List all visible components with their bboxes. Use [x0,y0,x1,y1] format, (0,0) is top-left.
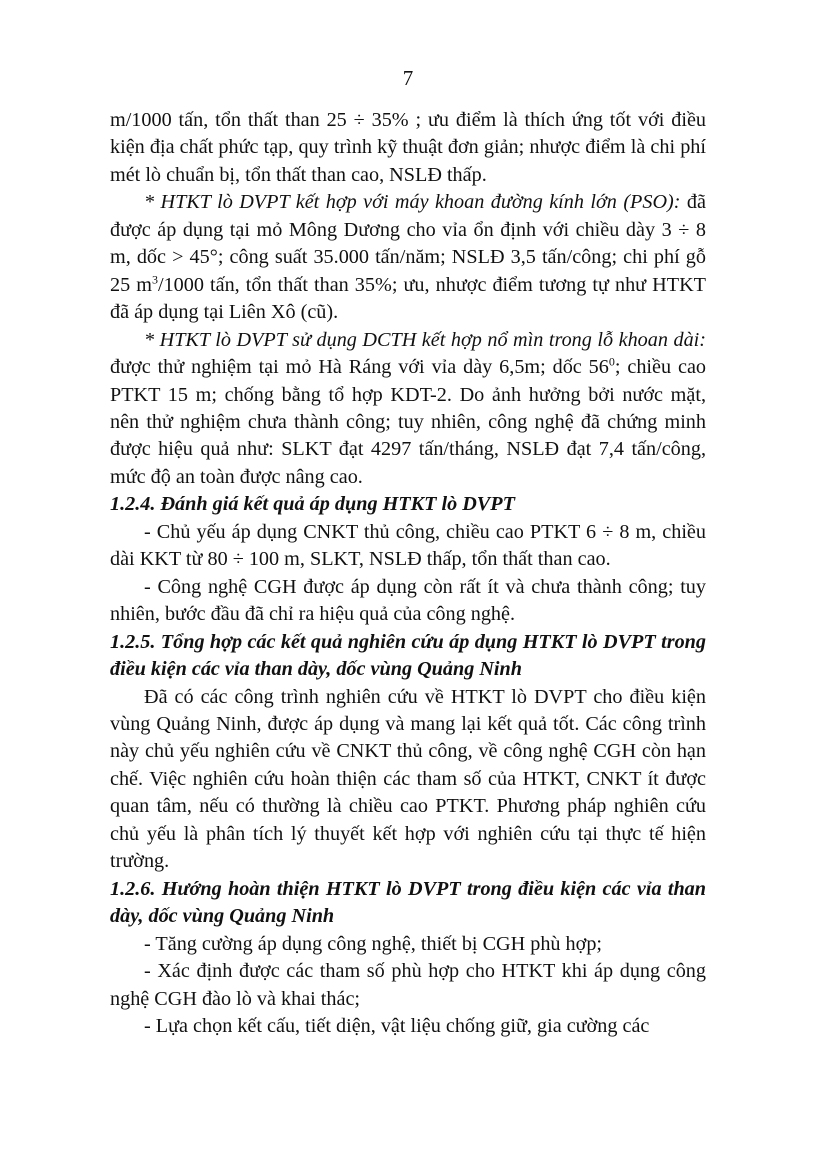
paragraph-text: đã được áp dụng tại mỏ Mông Dương cho vỉa ổn định với chiều dày 3 ÷ 8 m, dốc > 45°; công suất 35.000 tấn/năm; NSLĐ 3,5 tấn/công; chi phí gỗ 25 m [110,191,706,296]
bullet-paragraph: - Công nghệ CGH được áp dụng còn rất ít và chưa thành công; tuy nhiên, bước đầu đã chỉ ra hiệu quả của công nghệ. [110,575,706,626]
superscript: 0 [608,354,615,369]
paragraph-continuation: m/1000 tấn, tổn thất than 25 ÷ 35% ; ưu điểm là thích ứng tốt với điều kiện địa chất phức tạp, quy trình kỹ thuật đơn giản; nhược điểm là chi phí mét lò chuẩn bị, tổn thất than cao, NSLĐ thấp. [110,109,706,186]
paragraph-lead: * HTKT lò DVPT sử dụng DCTH kết hợp nổ mìn trong lỗ khoan dài: [144,328,706,351]
page-number: 7 [402,66,414,90]
paragraph-summary: Đã có các công trình nghiên cứu về HTKT lò DVPT cho điều kiện vùng Quảng Ninh, được áp dụng và mang lại kết quả tốt. Các công trình này chủ yếu nghiên cứu về CNKT thủ công, về công nghệ CGH còn hạn chế. Việc nghiên cứu hoàn thiện các tham số của HTKT, CNKT ít được quan tâm, nếu có thường là chiều cao PTKT. Phương pháp nghiên cứu chủ yếu là phân tích lý thuyết kết hợp với nghiên cứu tại thực tế hiện trường. [110,685,706,873]
paragraph-dcth-method [110,327,706,492]
paragraph-text: được thử nghiệm tại mỏ Hà Ráng với vỉa dày 6,5m; dốc 56 [110,356,609,379]
paragraph-text: ; chiều cao PTKT 15 m; chống bằng tổ hợp KDT-2. Do ảnh hưởng bởi nước mặt, nên thử nghiệm chưa thành công; tuy nhiên, công nghệ đã chứng minh được hiệu quả như: SLKT đạt 4297 tấn/tháng, NSLĐ đạt 7,4 tấn/công, mức độ an toàn được nâng cao. [110,356,706,488]
section-heading-1-2-4: 1.2.4. Đánh giá kết quả áp dụng HTKT lò DVPT [110,493,515,516]
superscript: 3 [151,271,158,286]
bullet-paragraph: - Tăng cường áp dụng công nghệ, thiết bị CGH phù hợp; [144,932,603,955]
paragraph-pso-method [110,189,706,326]
section-heading-1-2-5: 1.2.5. Tổng hợp các kết quả nghiên cứu áp dụng HTKT lò DVPT trong điều kiện các vỉa than dày, dốc vùng Quảng Ninh [110,630,706,681]
paragraph-text: /1000 tấn, tổn thất than 35%; ưu, nhược điểm tương tự như HTKT đã áp dụng tại Liên Xô (cũ). [110,273,707,324]
bullet-paragraph: - Chủ yếu áp dụng CNKT thủ công, chiều cao PTKT 6 ÷ 8 m, chiều dài KKT từ 80 ÷ 100 m, SLKT, NSLĐ thấp, tổn thất than cao. [110,520,706,571]
page-body [110,107,706,1040]
bullet-paragraph: - Xác định được các tham số phù hợp cho HTKT khi áp dụng công nghệ CGH đào lò và khai thác; [110,960,706,1010]
paragraph-lead: * HTKT lò DVPT kết hợp với máy khoan đường kính lớn (PSO): [144,191,681,214]
bullet-paragraph: - Lựa chọn kết cấu, tiết diện, vật liệu chống giữ, gia cường các [144,1014,650,1037]
section-heading-1-2-6: 1.2.6. Hướng hoàn thiện HTKT lò DVPT trong điều kiện các vỉa than dày, dốc vùng Quảng Ninh [110,877,706,928]
